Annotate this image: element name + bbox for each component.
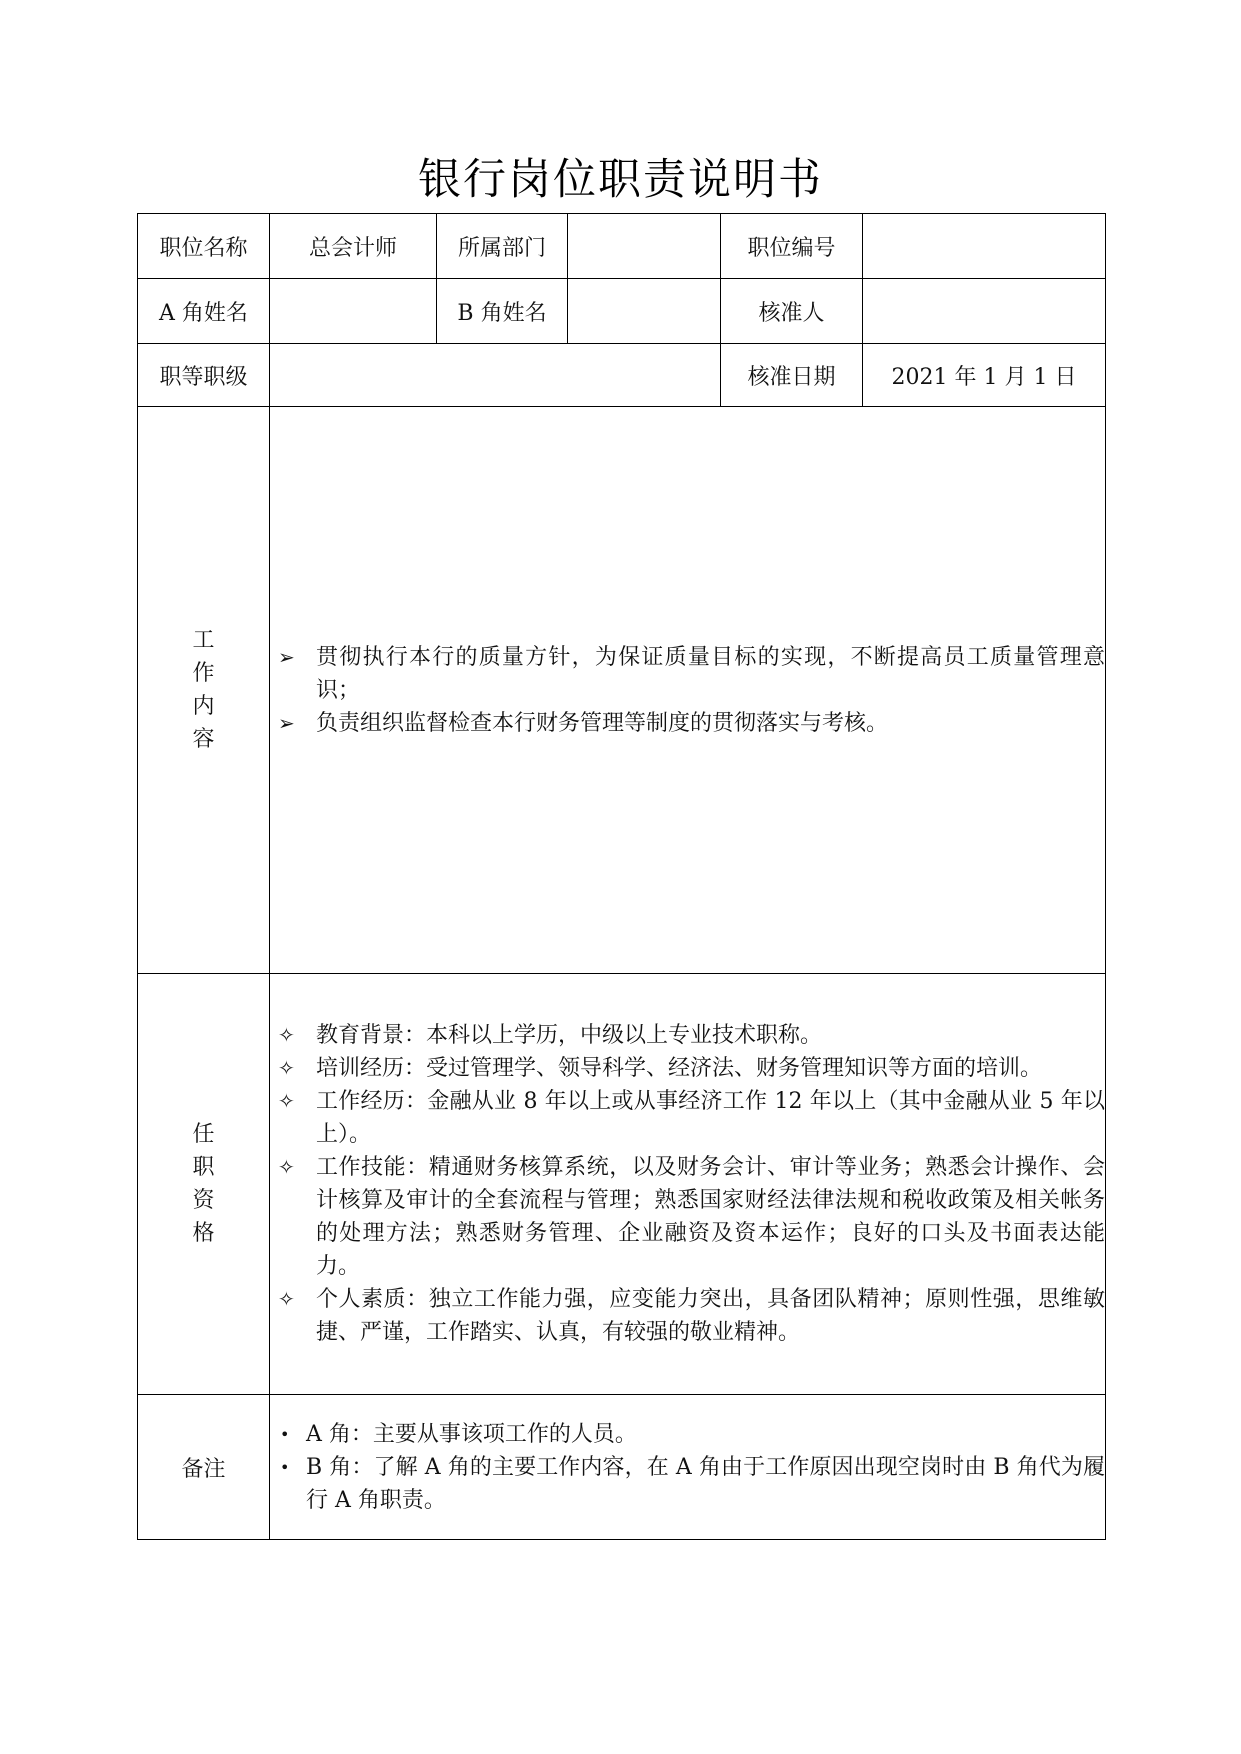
- qualifications-list: [270, 1019, 1105, 1349]
- label-char: 资: [192, 1188, 215, 1213]
- list-item-text: 贯彻执行本行的质量方针，为保证质量目标的实现，不断提高员工质量管理意识；: [316, 644, 1105, 703]
- label-char: 容: [192, 727, 215, 752]
- list-item: [270, 1085, 1105, 1151]
- work-content-cell: [270, 407, 1106, 974]
- grade-label: 职等职级: [138, 344, 270, 407]
- label-char: 职: [192, 1155, 215, 1180]
- position-code-label: 职位编号: [721, 214, 863, 279]
- star-bullet-icon: ✧: [278, 1023, 295, 1047]
- label-char: 格: [192, 1221, 215, 1246]
- table-row: [138, 279, 1106, 344]
- list-item: [270, 707, 1105, 740]
- b-role-name-label: B 角姓名: [437, 279, 568, 344]
- star-bullet-icon: ✧: [278, 1287, 295, 1311]
- qualifications-label: [138, 974, 270, 1395]
- position-code-value: [863, 214, 1106, 279]
- document-title: 银行岗位职责说明书: [418, 155, 823, 205]
- qualifications-cell: [270, 974, 1106, 1395]
- grade-value: [270, 344, 721, 407]
- list-item: [270, 1151, 1105, 1283]
- star-bullet-icon: ✧: [278, 1056, 295, 1080]
- list-item-text: 个人素质：独立工作能力强，应变能力突出，具备团队精神；原则性强，思维敏捷、严谨，工作踏实、认真，有较强的敬业精神。: [316, 1287, 1105, 1345]
- dot-bullet-icon: •: [280, 1424, 290, 1444]
- arrow-bullet-icon: ➢: [278, 644, 295, 669]
- approval-date-value: 2021 年 1 月 1 日: [863, 344, 1106, 407]
- star-bullet-icon: ✧: [278, 1089, 295, 1113]
- list-item-text: 负责组织监督检查本行财务管理等制度的贯彻落实与考核。: [316, 710, 889, 736]
- a-role-name-value: [270, 279, 437, 344]
- a-role-name-label: A 角姓名: [138, 279, 270, 344]
- list-item: [270, 1283, 1105, 1349]
- list-item-text: 教育背景：本科以上学历，中级以上专业技术职称。: [316, 1023, 823, 1048]
- star-bullet-icon: ✧: [278, 1155, 295, 1179]
- list-item-text: A 角：主要从事该项工作的人员。: [306, 1421, 637, 1447]
- list-item: [270, 1019, 1105, 1052]
- b-role-name-value: [568, 279, 721, 344]
- list-item: [270, 1418, 1105, 1451]
- work-content-list: [270, 641, 1105, 740]
- table-row: [138, 407, 1106, 974]
- table-row: [138, 974, 1106, 1395]
- department-value: [568, 214, 721, 279]
- work-content-label: [138, 407, 270, 974]
- table-row: [138, 214, 1106, 279]
- job-description-table: [137, 213, 1106, 1540]
- notes-label: 备注: [138, 1395, 270, 1540]
- list-item: [270, 1451, 1105, 1517]
- list-item-text: 培训经历：受过管理学、领导科学、经济法、财务管理知识等方面的培训。: [316, 1056, 1043, 1081]
- list-item-text: 工作技能：精通财务核算系统，以及财务会计、审计等业务；熟悉会计操作、会计核算及审计的全套流程与管理；熟悉国家财经法律法规和税收政策及相关帐务的处理方法；熟悉财务管理、企业融资及资本运作；良好的口头及书面表达能力。: [316, 1155, 1105, 1279]
- position-name-value: 总会计师: [270, 214, 437, 279]
- approver-label: 核准人: [721, 279, 863, 344]
- approver-value: [863, 279, 1106, 344]
- label-char: 工: [192, 628, 215, 653]
- list-item: [270, 1052, 1105, 1085]
- approval-date-label: 核准日期: [721, 344, 863, 407]
- dot-bullet-icon: •: [280, 1457, 290, 1477]
- table-row: [138, 344, 1106, 407]
- label-char: 内: [192, 694, 215, 719]
- department-label: 所属部门: [437, 214, 568, 279]
- list-item-text: 工作经历：金融从业 8 年以上或从事经济工作 12 年以上（其中金融从业 5 年以上）。: [316, 1089, 1105, 1147]
- notes-list: [270, 1418, 1105, 1517]
- position-name-label: 职位名称: [138, 214, 270, 279]
- label-char: 任: [192, 1122, 215, 1147]
- label-char: 作: [192, 661, 215, 686]
- list-item: [270, 641, 1105, 707]
- list-item-text: B 角：了解 A 角的主要工作内容，在 A 角由于工作原因出现空岗时由 B 角代为履行 A 角职责。: [306, 1454, 1105, 1513]
- table-row: [138, 1395, 1106, 1540]
- arrow-bullet-icon: ➢: [278, 710, 295, 735]
- notes-cell: [270, 1395, 1106, 1540]
